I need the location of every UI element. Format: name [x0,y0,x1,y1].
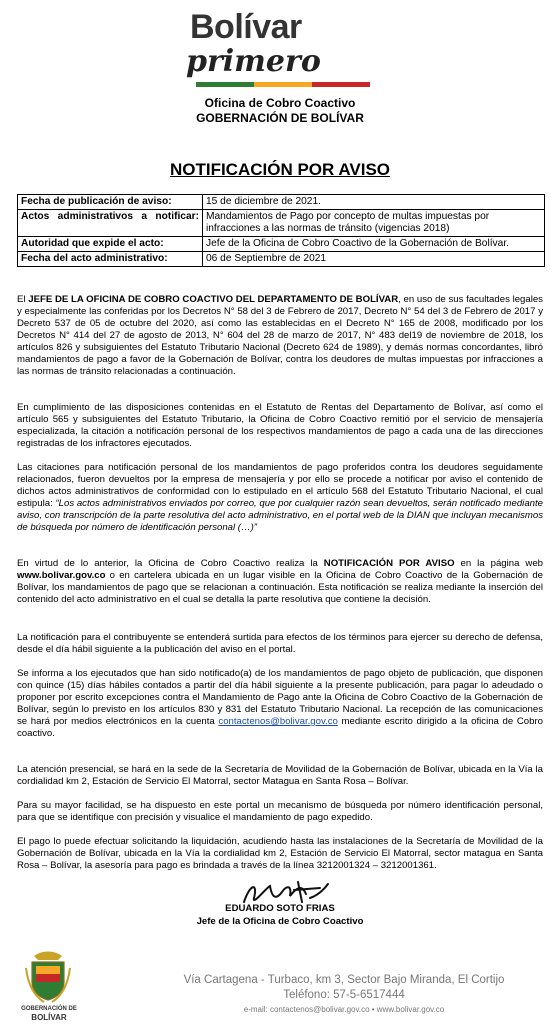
p3-text: Las citaciones para notificación personal de los mandamientos de pago proferidos contra los deudores seguidamente relacionados, fueron devueltos por la empresa de mensajería y por ello se procede a notificar por aviso el contenido de dichos actos administrativos de conformidad con lo estipulado en el artículo 568 del Estatuto Tributario Nacional, el cual estipula: [17,462,543,509]
paragraph-6 [17,668,543,740]
website-link[interactable]: www.bolivar.gov.co [17,570,106,581]
row-label: Fecha de publicación de aviso: [18,195,203,210]
bolivar-primero-logo [168,8,398,94]
paragraph-1 [17,294,543,378]
table-row [18,252,545,267]
table-row [18,210,545,237]
paragraph-3 [17,462,543,534]
row-value: Mandamientos de Pago por concepto de multas impuestas por infracciones a las normas de tránsito (vigencias 2018) [203,210,545,237]
paragraph-9: El pago lo puede efectuar solicitando la liquidación, acudiendo hasta las instalaciones de la Secretaría de Movilidad de la Gobernación de Bolívar, ubicada en la Vía la cordialidad km 2, Estación de Servicio El Matorral, sector matagua en Santa Rosa – Bolívar, la asesoría para pago es brindada a través de la línea 3212001324 – 3212001361. [17,836,543,871]
row-label: Fecha del acto administrativo: [18,252,203,267]
row-value: 15 de diciembre de 2021. [203,195,545,210]
p3-quote: “Los actos administrativos enviados por correo, que por cualquier razón sean devueltos, serán notificado mediante aviso, con transcripción de la parte resolutiva del acto administrativo, en el portal web de la DIAN que incluyan mecanismos de búsqueda por número de identificación personal (…)” [17,498,543,533]
row-label: Actos administrativos a notificar: [18,210,203,237]
paragraph-4 [17,558,543,606]
p4-text-a: En virtud de lo anterior, la Oficina de Cobro Coactivo realiza la [17,558,324,569]
logo-stripe-red [312,82,370,87]
notice-info-table [17,194,545,267]
coat-of-arms-icon [24,948,72,1004]
signer-name: EDUARDO SOTO FRIAS [225,903,335,914]
logo-line-1: Bolívar [190,8,302,46]
footer-gov-small: GOBERNACIÓN DE [21,1006,77,1012]
p6-text-b: mediante escrito dirigido a la oficina de Cobro coactivo. [17,716,543,739]
p4-bold: NOTIFICACIÓN POR AVISO [323,558,455,569]
logo-stripe-yellow [254,82,312,87]
logo-line-2: primero [186,44,321,79]
footer-gov-big: BOLÍVAR [31,1013,67,1022]
government-name: GOBERNACIÓN DE BOLÍVAR [196,111,364,125]
row-label: Autoridad que expide el acto: [18,237,203,252]
document-title [0,160,560,180]
p4-text-d: o en cartelera ubicada en un lugar visible en la Oficina de Cobro Coactivo de la Gobernación de Bolívar, los mandamientos de pago que se relacionan a continuación. Esta notificación se realiza mediante la inserción del contenido del acto administrativo en el cual se detalla la parte resolutiva que contiene la decisión. [17,570,543,605]
paragraph-2: En cumplimiento de las disposiciones contenidas en el Estatuto de Rentas del Departamento de Bolívar, así como el artículo 565 y subsiguientes del Estatuto Tributario, la Oficina de Cobro Coactivo remitió por el servicio de mensajería especializada, la citación a notificación personal de los respectivos mandamientos de pago a cada una de las direcciones registradas de los infractores ejecutados. [17,402,543,449]
paragraph-7: La atención presencial, se hará en la sede de la Secretaría de Movilidad de la Gobernación de Bolívar, ubicada en la Vía la cordialidad km 2, Estación de Servicio El Matorral, sector Matagua en Santa Rosa – Bolívar. [17,764,543,787]
title-text: NOTIFICACIÓN POR AVISO [169,160,391,179]
p1-authority: JEFE DE LA OFICINA DE COBRO COACTIVO DEL DEPARTAMENTO DE BOLÍVAR [28,294,399,305]
signer-role: Jefe de la Oficina de Cobro Coactivo [196,916,364,927]
office-name: Oficina de Cobro Coactivo [204,96,356,110]
table-row [18,195,545,210]
footer-phone: Teléfono: 57-5-6517444 [283,989,405,1001]
p4-text-c: en la página web [454,558,543,569]
row-value: 06 de Septiembre de 2021 [203,252,545,267]
footer-address: Vía Cartagena - Turbaco, km 3, Sector Bajo Miranda, El Cortijo [183,974,505,986]
email-link[interactable]: contactenos@bolivar.gov.co [218,716,338,727]
footer-contact: e-mail: contactenos@bolivar.gov.co • www.bolivar.gov.co [243,1005,445,1014]
p1-text-c: , en uso de sus facultades legales y especialmente las conferidas por los Decretos N° 58 del 3 de Febrero de 2017, Decreto N° 54 del 3 de Febrero de 2017 y Decreto 537 de 05 de octubre del 2020, así como las establecidas en el Decreto N° 165 de 2008, modificado por los Decretos N° 414 del 27 de agosto de 2013, N° 604 del 28 de marzo de 2017, N° 483 del19 de noviembre de 2018, los artículos 826 y subsiguientes del Estatuto Tributario Nacional (Decreto 624 de 1989), y demás normas concordantes, libró mandamientos de pago a favor de la Gobernación de Bolívar, contra los deudores de multas impuestas por infracciones a las normas de tránsito relacionadas a continuación. [17,294,543,377]
logo-stripe-green [196,82,254,87]
paragraph-8: Para su mayor facilidad, se ha dispuesto en este portal un mecanismo de búsqueda por número identificación personal, para que se identifique con precisión y visualice el mandamiento de pago expedido. [17,800,543,823]
p6-text-a: Se informa a los ejecutados que han sido notificado(a) de los mandamientos de pago objeto de publicación, que disponen con quince (15) días hábiles contados a partir del día hábil siguiente a la presente publicación, para pagar lo adeudado o proponer por escrito excepciones contra el Mandamiento de Pago ante la Oficina de Cobro Coactivo de la Gobernación de Bolívar, según lo previsto en los artículos 830 y 831 del Estatuto Tributario Nacional. La recepción de las comunicaciones se hará por medios electrónicos en la cuenta [17,668,543,727]
paragraph-5: La notificación para el contribuyente se entenderá surtida para efectos de los términos para ejercer su derecho de defensa, desde el día hábil siguiente a la publicación del aviso en el portal. [17,632,543,655]
row-value: Jefe de la Oficina de Cobro Coactivo de la Gobernación de Bolívar. [203,237,545,252]
p1-text-a: El [17,294,29,305]
table-row [18,237,545,252]
